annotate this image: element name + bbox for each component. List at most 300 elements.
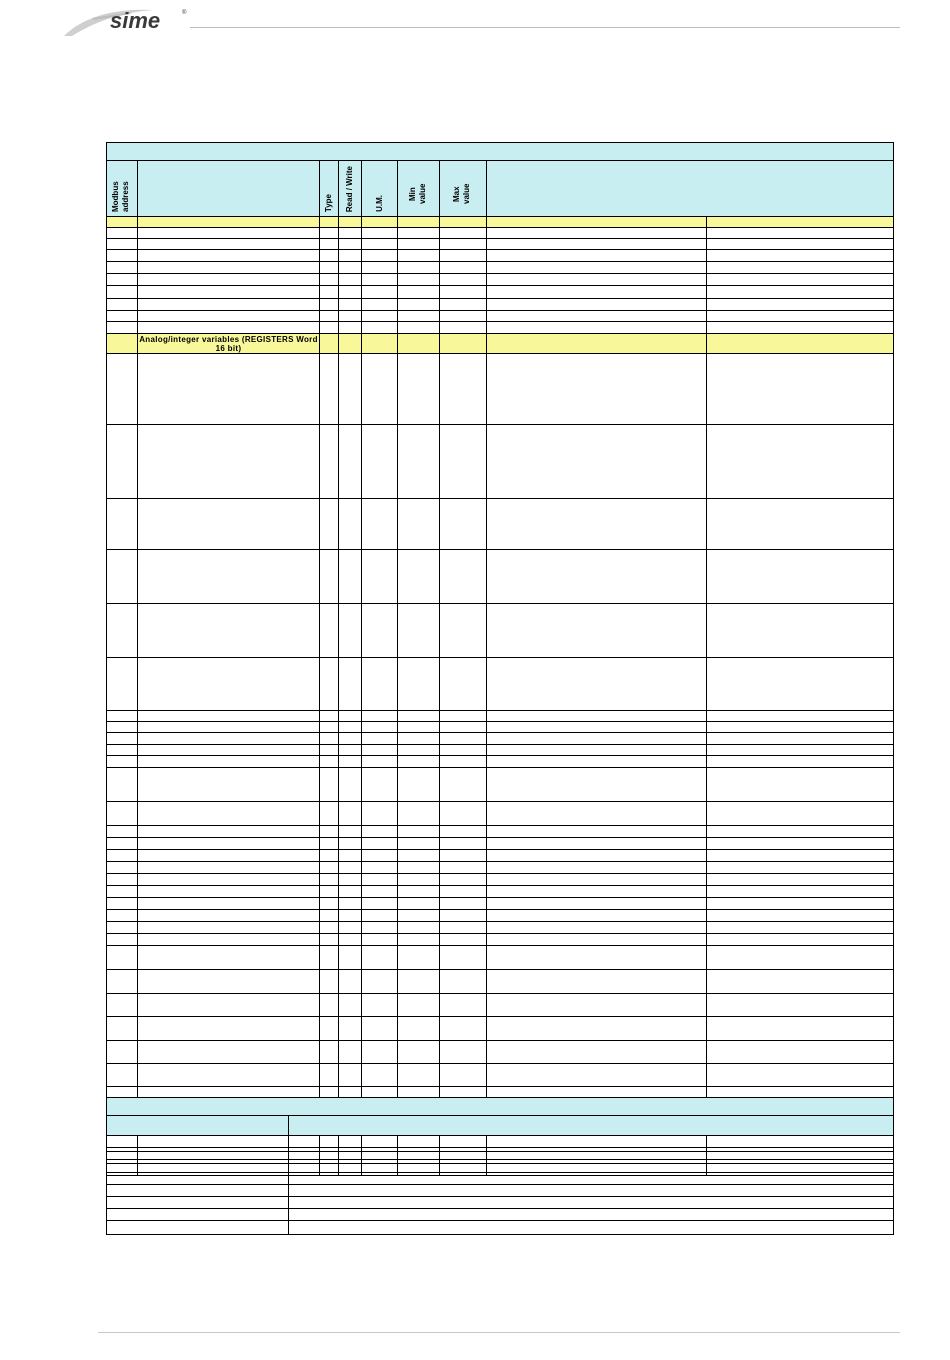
- table-cell: [138, 262, 320, 274]
- legend-cell: [289, 1221, 894, 1235]
- table-cell: [320, 886, 339, 898]
- table-cell: [107, 874, 138, 886]
- legend-cell: [107, 1197, 289, 1209]
- table-cell: [398, 286, 440, 299]
- table-cell: [138, 922, 320, 934]
- table-cell: [440, 286, 487, 299]
- table-cell: [440, 733, 487, 745]
- table-cell: [138, 425, 320, 499]
- table-cell: [707, 322, 894, 334]
- table-cell: [398, 802, 440, 826]
- table-cell: [398, 768, 440, 802]
- table-cell: [138, 274, 320, 286]
- table-cell: [398, 874, 440, 886]
- table-cell: [320, 1064, 339, 1087]
- table-cell: [362, 934, 398, 946]
- table-cell: [362, 886, 398, 898]
- legend-row: [107, 1136, 894, 1148]
- table-cell: [487, 274, 707, 286]
- table-cell: [398, 934, 440, 946]
- col-header-max-value: Max value: [440, 161, 487, 217]
- table-cell: [339, 862, 362, 874]
- table-cell: [339, 733, 362, 745]
- table-cell: [107, 299, 138, 311]
- table-cell: [138, 874, 320, 886]
- table-cell: [707, 311, 894, 322]
- table-cell: [707, 711, 894, 722]
- table-cell: [398, 299, 440, 311]
- table-cell: [440, 217, 487, 228]
- table-cell: [362, 733, 398, 745]
- table-row: [107, 826, 894, 838]
- table-cell: [362, 499, 398, 550]
- table-cell: [320, 994, 339, 1017]
- table-cell: [707, 826, 894, 838]
- legend-cell: [289, 1197, 894, 1209]
- table-cell: [440, 274, 487, 286]
- table-cell: [707, 334, 894, 354]
- table-cell: [440, 658, 487, 711]
- table-row: [107, 604, 894, 658]
- table-row: [107, 425, 894, 499]
- table-cell: [398, 862, 440, 874]
- table-cell: [362, 768, 398, 802]
- table-cell: [107, 1017, 138, 1041]
- table-cell: [138, 286, 320, 299]
- table-cell: [320, 217, 339, 228]
- table-row: [107, 886, 894, 898]
- table-cell: [339, 499, 362, 550]
- table-cell: [440, 802, 487, 826]
- table-cell: [339, 658, 362, 711]
- table-cell: [362, 274, 398, 286]
- legend-row: [107, 1160, 894, 1173]
- table-cell: [339, 934, 362, 946]
- table-cell: [107, 994, 138, 1017]
- table-cell: [320, 922, 339, 934]
- table-cell: [362, 239, 398, 250]
- table-cell: [440, 756, 487, 768]
- table-cell: [440, 311, 487, 322]
- table-row: [107, 711, 894, 722]
- table-row: [107, 768, 894, 802]
- table-cell: [107, 499, 138, 550]
- table-cell: [707, 299, 894, 311]
- table-cell: [320, 658, 339, 711]
- table-cell: [138, 745, 320, 756]
- table-cell: [398, 994, 440, 1017]
- table-cell: [440, 334, 487, 354]
- table-cell: [107, 886, 138, 898]
- table-cell: [487, 910, 707, 922]
- table-cell: [339, 711, 362, 722]
- table-cell: [320, 1041, 339, 1064]
- table-cell: [320, 850, 339, 862]
- table-cell: [707, 934, 894, 946]
- table-row: [107, 898, 894, 910]
- table-cell: [362, 311, 398, 322]
- table-row: [107, 1017, 894, 1041]
- table-cell: [339, 768, 362, 802]
- table-cell: [107, 850, 138, 862]
- table-cell: [440, 299, 487, 311]
- table-cell: [398, 228, 440, 239]
- table-cell: [339, 745, 362, 756]
- table-cell: [440, 862, 487, 874]
- table-cell: [440, 970, 487, 994]
- table-cell: [487, 228, 707, 239]
- table-cell: [487, 970, 707, 994]
- table-cell: [487, 311, 707, 322]
- table-cell: [362, 970, 398, 994]
- table-cell: [362, 604, 398, 658]
- table-cell: [362, 898, 398, 910]
- table-cell: [398, 970, 440, 994]
- table-cell: [320, 250, 339, 262]
- table-cell: [107, 838, 138, 850]
- table-cell: [707, 1017, 894, 1041]
- table-cell: [138, 604, 320, 658]
- table-cell: [398, 274, 440, 286]
- table-cell: [138, 658, 320, 711]
- legend-row: [107, 1197, 894, 1209]
- table-cell: [138, 802, 320, 826]
- table-row: [107, 874, 894, 886]
- table-cell: [487, 838, 707, 850]
- legend-cell: [289, 1148, 894, 1160]
- table-cell: [339, 802, 362, 826]
- table-cell: [107, 970, 138, 994]
- table-cell: [398, 733, 440, 745]
- table-cell: [440, 322, 487, 334]
- table-cell: [339, 322, 362, 334]
- table-cell: [398, 250, 440, 262]
- table-cell: [107, 898, 138, 910]
- table-cell: [339, 604, 362, 658]
- table-cell: [440, 711, 487, 722]
- table-cell: [320, 322, 339, 334]
- table-cell: [440, 910, 487, 922]
- legend-cell: [107, 1136, 289, 1148]
- table-cell: [487, 604, 707, 658]
- table-cell: [440, 425, 487, 499]
- table-cell: [398, 311, 440, 322]
- table-cell: [138, 322, 320, 334]
- table-cell: [362, 228, 398, 239]
- table-cell: [487, 322, 707, 334]
- table-cell: [440, 262, 487, 274]
- table-cell: [398, 354, 440, 425]
- table-cell: [138, 733, 320, 745]
- table-cell: [362, 354, 398, 425]
- table-cell: [138, 228, 320, 239]
- table-cell: [440, 1041, 487, 1064]
- table-row: [107, 733, 894, 745]
- table-cell: [707, 768, 894, 802]
- table-cell: [107, 802, 138, 826]
- table-cell: [398, 711, 440, 722]
- table-row: [107, 994, 894, 1017]
- table-cell: [707, 756, 894, 768]
- table-cell: [339, 217, 362, 228]
- table-cell: [339, 286, 362, 299]
- table-cell: [487, 886, 707, 898]
- col-header-notes: [487, 161, 894, 217]
- table-cell: [107, 239, 138, 250]
- table-cell: [339, 1041, 362, 1064]
- table-cell: [707, 425, 894, 499]
- table-cell: [487, 286, 707, 299]
- table-cell: [320, 946, 339, 970]
- table-cell: [362, 994, 398, 1017]
- table-row: [107, 322, 894, 334]
- legend-cell: [107, 1148, 289, 1160]
- table-cell: [320, 262, 339, 274]
- table-cell: [339, 1017, 362, 1041]
- table-cell: [339, 850, 362, 862]
- sime-logo-graphic: [62, 4, 202, 38]
- table-cell: [320, 838, 339, 850]
- table-cell: [440, 722, 487, 733]
- table-cell: [339, 994, 362, 1017]
- table-cell: [487, 1041, 707, 1064]
- table-cell: [107, 217, 138, 228]
- table-cell: [107, 274, 138, 286]
- table-cell: [440, 1017, 487, 1041]
- table-cell: [398, 604, 440, 658]
- table-cell: [487, 1017, 707, 1041]
- table-cell: [398, 1017, 440, 1041]
- table-cell: [707, 604, 894, 658]
- table-cell: [707, 946, 894, 970]
- table-cell: [398, 334, 440, 354]
- table-cell: [107, 322, 138, 334]
- table-cell: [440, 874, 487, 886]
- table-cell: [320, 354, 339, 425]
- table-cell: [320, 228, 339, 239]
- table-cell: [362, 262, 398, 274]
- legend-cell: [289, 1185, 894, 1197]
- table-cell: [339, 1064, 362, 1087]
- table-cell: [107, 922, 138, 934]
- table-cell: [487, 994, 707, 1017]
- table-cell: [107, 250, 138, 262]
- table-cell: [487, 802, 707, 826]
- table-row: [107, 228, 894, 239]
- table-cell: [138, 898, 320, 910]
- table-cell: [707, 550, 894, 604]
- table-cell: [339, 874, 362, 886]
- table-cell: [487, 217, 707, 228]
- table-cell: [107, 425, 138, 499]
- table-row: [107, 838, 894, 850]
- table-cell: [362, 922, 398, 934]
- table-cell: [707, 1041, 894, 1064]
- table-cell: [320, 274, 339, 286]
- legend-cell: [289, 1173, 894, 1185]
- table-row: [107, 499, 894, 550]
- table-row: [107, 946, 894, 970]
- table-cell: [440, 886, 487, 898]
- legend-cell: [289, 1136, 894, 1148]
- table-cell: [320, 768, 339, 802]
- table-row: [107, 722, 894, 733]
- legend-cell: [289, 1209, 894, 1221]
- table-cell: [320, 756, 339, 768]
- table-cell: [487, 354, 707, 425]
- table-cell: [362, 722, 398, 733]
- table-cell: [398, 1041, 440, 1064]
- table-cell: [138, 768, 320, 802]
- table-cell: [107, 334, 138, 354]
- table-cell: [138, 354, 320, 425]
- table-cell: [487, 862, 707, 874]
- table-cell: [107, 733, 138, 745]
- legend-cell: [107, 1221, 289, 1235]
- table-cell: [339, 838, 362, 850]
- table-cell: [362, 711, 398, 722]
- table-cell: [707, 886, 894, 898]
- table-cell: [138, 239, 320, 250]
- table-cell: [320, 1017, 339, 1041]
- table-cell: [339, 239, 362, 250]
- table-cell: [487, 922, 707, 934]
- table-cell: [339, 826, 362, 838]
- table-cell: [320, 874, 339, 886]
- table-cell: [320, 898, 339, 910]
- table-row: [107, 286, 894, 299]
- table-cell: [398, 745, 440, 756]
- table-cell: [362, 802, 398, 826]
- table-cell: [362, 217, 398, 228]
- table-cell: [707, 250, 894, 262]
- table-cell: [107, 862, 138, 874]
- table-cell: [320, 286, 339, 299]
- legend-cell: [289, 1160, 894, 1173]
- table-cell: [362, 874, 398, 886]
- table-cell: [707, 850, 894, 862]
- table-cell: [320, 910, 339, 922]
- table-cell: [339, 922, 362, 934]
- table-cell: [707, 239, 894, 250]
- table-cell: [707, 217, 894, 228]
- table-cell: [320, 826, 339, 838]
- table-row: [107, 745, 894, 756]
- table-cell: [320, 239, 339, 250]
- col-header-min-value: Min value: [398, 161, 440, 217]
- table-cell: [362, 299, 398, 311]
- table-cell: [339, 299, 362, 311]
- table-cell: [138, 499, 320, 550]
- table-cell: [339, 910, 362, 922]
- table-cell: [487, 874, 707, 886]
- table-cell: [398, 239, 440, 250]
- table-cell: [362, 850, 398, 862]
- table-cell: [487, 250, 707, 262]
- header-rule: [190, 27, 900, 28]
- table-cell: [138, 250, 320, 262]
- legend-row: [107, 1173, 894, 1185]
- table-cell: [138, 756, 320, 768]
- table-cell: [362, 910, 398, 922]
- table-cell: [707, 922, 894, 934]
- legend-row: [107, 1185, 894, 1197]
- table-cell: [107, 722, 138, 733]
- table-cell: [487, 1064, 707, 1087]
- table-cell: [320, 970, 339, 994]
- table-cell: [138, 217, 320, 228]
- table-cell: [398, 499, 440, 550]
- table-cell: [362, 286, 398, 299]
- table-header-row: [107, 161, 894, 217]
- table-cell: [339, 970, 362, 994]
- table-cell: [707, 910, 894, 922]
- table-cell: [107, 934, 138, 946]
- table-row: [107, 262, 894, 274]
- table-cell: [398, 550, 440, 604]
- table-row: [107, 311, 894, 322]
- table-cell: [398, 838, 440, 850]
- table-cell: [107, 658, 138, 711]
- table-cell: [398, 898, 440, 910]
- col-header-um: U.M.: [362, 161, 398, 217]
- table-cell: [398, 658, 440, 711]
- table-cell: [320, 802, 339, 826]
- table-cell: [487, 946, 707, 970]
- table-cell: [362, 756, 398, 768]
- table-cell: [707, 722, 894, 733]
- modbus-register-table: [106, 142, 894, 1176]
- table-cell: [398, 425, 440, 499]
- table-cell: [320, 334, 339, 354]
- table-cell: [362, 1041, 398, 1064]
- table-cell: [707, 745, 894, 756]
- table-cell: [362, 334, 398, 354]
- table-cell: [107, 228, 138, 239]
- table-cell: [362, 1064, 398, 1087]
- table-cell: [138, 970, 320, 994]
- table-cell: [440, 228, 487, 239]
- table-cell: [487, 898, 707, 910]
- table-cell: [362, 250, 398, 262]
- table-row: [107, 922, 894, 934]
- table-cell: [487, 499, 707, 550]
- table-cell: [107, 711, 138, 722]
- col-header-type: Type: [320, 161, 339, 217]
- table-cell: [707, 874, 894, 886]
- table-cell: [707, 898, 894, 910]
- table-row: [107, 934, 894, 946]
- table-cell: [707, 970, 894, 994]
- table-cell: [339, 946, 362, 970]
- table-cell: [339, 550, 362, 604]
- table-cell: [339, 274, 362, 286]
- table-cell: [339, 262, 362, 274]
- table-cell: [707, 838, 894, 850]
- legend-cell: [107, 1160, 289, 1173]
- table-cell: [138, 550, 320, 604]
- table-cell: [138, 1041, 320, 1064]
- table-cell: [487, 239, 707, 250]
- table-cell: [487, 262, 707, 274]
- table-cell: [320, 550, 339, 604]
- table-cell: [362, 1017, 398, 1041]
- table-cell: [398, 756, 440, 768]
- table-cell: [107, 1041, 138, 1064]
- table-cell: [107, 756, 138, 768]
- table-cell: [138, 711, 320, 722]
- table-cell: [320, 745, 339, 756]
